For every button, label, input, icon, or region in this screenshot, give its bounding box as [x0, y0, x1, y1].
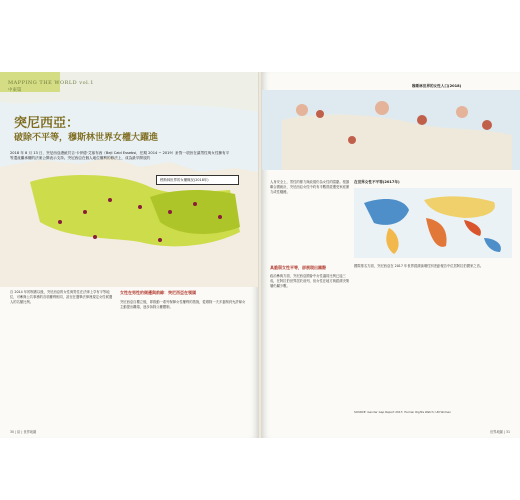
right-page [262, 72, 520, 438]
page-folio-right: 世界地圖 | 31 [490, 430, 510, 434]
section-heading: 具脆弱女性平等，卻展現出國際 [270, 265, 326, 270]
bubble-map [262, 90, 520, 170]
body-column-2: 政治參與方面，突尼西亞國會中女性議員比例已逾三成，在阿拉伯世界居於前列，但女性在地方與經濟決策層仍屬少數。 [270, 274, 350, 288]
article-title: 突尼西亞： [14, 116, 80, 131]
running-head: MAPPING THE WORLD vol.1 [8, 80, 94, 86]
middle-east-map [262, 90, 520, 170]
map-title: 穆斯林世界的女性人口(2018) [412, 84, 462, 88]
map-legend-title: 穆斯林世界的女權概況(2018年) [156, 175, 239, 185]
world-inequality-map [354, 188, 512, 258]
body-column-2: 突尼西亞自獨立後，即推動一系列保障女性權利的措施，從廢除一夫多妻制到允許婦女主動提出離婚，逐步拆除父權體制。 [120, 300, 246, 309]
body-column-3: 國際排名方面，突尼西亞在 2017 年世界經濟論壇性別差距報告中位居阿拉伯國家之首。 [354, 264, 484, 268]
world-map-title: 在世界女性不平等(2017年) [354, 180, 400, 184]
body-column-1: 自 2014 年的制憲以後，突尼西亞的女性與男性在法律上享有平等地位，可參與公共事務的各項權利相同，甚至在選舉法律裡規定女性候選人的名額比例。 [10, 290, 113, 304]
page-folio-left: 30 | 給 | 世界地圖 [10, 430, 37, 434]
section-heading: 女性在男性的側邊與前線：突尼西亞在領頭 [120, 290, 196, 295]
left-page [0, 72, 258, 438]
source-notes: SOURCE: Gender Gap Report 2017; Human Rights Watch; UN Women [354, 410, 452, 414]
body-column-1: 人身安全上，男性的暴力與歧視仍為女性的隱憂。根據聯合國統計，突尼西亞女性中約有半數曾經遭受家庭暴力或性騷擾。 [270, 180, 350, 194]
intro-paragraph: 2018 年 8 月 13 日，突尼西亞總統貝吉‧卡伊德‧艾塞布西（Beji Caid Essebsi，任期 2014 − 2019）針對一項旨在讓男性與女性擁有平等遺產繼承權的法案公開表示支持。突尼西亞在個人地位權利的修法上，成為最早開放的 [10, 151, 230, 161]
article-subtitle: 破除不平等，穆斯林世界女權大躍進 [14, 133, 159, 143]
running-subhead: 中東篇 [8, 88, 22, 93]
book-spread [0, 72, 520, 438]
